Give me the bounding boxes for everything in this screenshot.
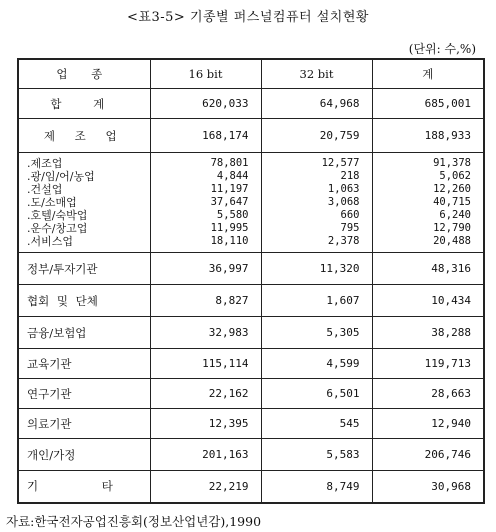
cell-16bit: 8,827 (150, 285, 261, 317)
cell-total: 5,062 (372, 170, 484, 183)
cell-32bit: 1,607 (261, 285, 372, 317)
cell-32bit: 6,501 (261, 379, 372, 409)
cell-16bit: 168,174 (150, 119, 261, 153)
cell-total: 12,940 (372, 409, 484, 439)
cell-32bit: 11,320 (261, 253, 372, 285)
cell-16bit: 32,983 (150, 317, 261, 349)
table-row (18, 285, 484, 317)
cell-32bit: 3,068 (261, 196, 372, 209)
row-label: 기 타 (18, 471, 150, 503)
cell-32bit: 660 (261, 209, 372, 222)
cell-32bit: 1,063 (261, 183, 372, 196)
row-label: .제조업 (18, 157, 150, 170)
cell-total: 28,663 (372, 379, 484, 409)
header-industry: 업 종 (18, 59, 150, 89)
cell-16bit: 36,997 (150, 253, 261, 285)
cell-32bit: 2,378 (261, 235, 372, 248)
pc-installation-table (17, 58, 485, 504)
cell-total: 188,933 (372, 119, 484, 153)
cell-total: 30,968 (372, 471, 484, 503)
cell-total: 12,790 (372, 222, 484, 235)
cell-16bit: 37,647 (150, 196, 261, 209)
cell-32bit: 64,968 (261, 89, 372, 119)
table-row (18, 409, 484, 439)
cell-32bit: 8,749 (261, 471, 372, 503)
cell-16bit: 18,110 (150, 235, 261, 248)
cell-total: 12,260 (372, 183, 484, 196)
row-label: .도/소매업 (18, 196, 150, 209)
row-label: 의료기관 (18, 409, 150, 439)
row-label: 금융/보험업 (18, 317, 150, 349)
cell-32bit: 20,759 (261, 119, 372, 153)
table-row (18, 222, 484, 235)
table-row (18, 196, 484, 209)
row-label: 제 조 업 (18, 119, 150, 153)
cell-total: 38,288 (372, 317, 484, 349)
cell-32bit: 795 (261, 222, 372, 235)
header-row (18, 59, 484, 89)
row-label: .서비스업 (18, 235, 150, 248)
row-label: .광/임/어/농업 (18, 170, 150, 183)
unit-note: (단위: 수,%) (408, 42, 476, 56)
table-row (18, 157, 484, 170)
cell-16bit: 620,033 (150, 89, 261, 119)
cell-16bit: 78,801 (150, 157, 261, 170)
header-16bit: 16 bit (150, 59, 261, 89)
row-label: 정부/투자기관 (18, 253, 150, 285)
cell-total: 206,746 (372, 439, 484, 471)
row-label: .건설업 (18, 183, 150, 196)
cell-16bit: 22,162 (150, 379, 261, 409)
cell-total: 91,378 (372, 157, 484, 170)
cell-16bit: 115,114 (150, 349, 261, 379)
table-row (18, 170, 484, 183)
cell-32bit: 218 (261, 170, 372, 183)
cell-32bit: 5,305 (261, 317, 372, 349)
table-row (18, 253, 484, 285)
row-label: 협회 및 단체 (18, 285, 150, 317)
row-label: 연구기관 (18, 379, 150, 409)
row-label: 교육기관 (18, 349, 150, 379)
cell-16bit: 201,163 (150, 439, 261, 471)
row-label: 개인/가정 (18, 439, 150, 471)
cell-16bit: 4,844 (150, 170, 261, 183)
cell-32bit: 545 (261, 409, 372, 439)
cell-32bit: 4,599 (261, 349, 372, 379)
row-label: .운수/창고업 (18, 222, 150, 235)
table-row (18, 183, 484, 196)
table-row (18, 119, 484, 153)
cell-total: 119,713 (372, 349, 484, 379)
table-row (18, 317, 484, 349)
cell-16bit: 12,395 (150, 409, 261, 439)
row-label: 합 계 (18, 89, 150, 119)
table-row (18, 235, 484, 248)
table-row (18, 379, 484, 409)
cell-16bit: 22,219 (150, 471, 261, 503)
cell-32bit: 12,577 (261, 157, 372, 170)
source-note: 자료:한국전자공업진흥회(정보산업년감),1990 (6, 514, 262, 529)
cell-total: 40,715 (372, 196, 484, 209)
cell-16bit: 5,580 (150, 209, 261, 222)
cell-total: 20,488 (372, 235, 484, 248)
table-row (18, 471, 484, 503)
table-row (18, 209, 484, 222)
header-total: 계 (372, 59, 484, 89)
table-title: <표3-5> 기종별 퍼스널컴퓨터 설치현황 (127, 10, 369, 25)
cell-32bit: 5,583 (261, 439, 372, 471)
cell-total: 685,001 (372, 89, 484, 119)
header-32bit: 32 bit (261, 59, 372, 89)
cell-16bit: 11,995 (150, 222, 261, 235)
table-row (18, 349, 484, 379)
table-row (18, 439, 484, 471)
table-row (18, 89, 484, 119)
row-label: .호텔/숙박업 (18, 209, 150, 222)
cell-total: 6,240 (372, 209, 484, 222)
cell-16bit: 11,197 (150, 183, 261, 196)
cell-total: 10,434 (372, 285, 484, 317)
cell-total: 48,316 (372, 253, 484, 285)
